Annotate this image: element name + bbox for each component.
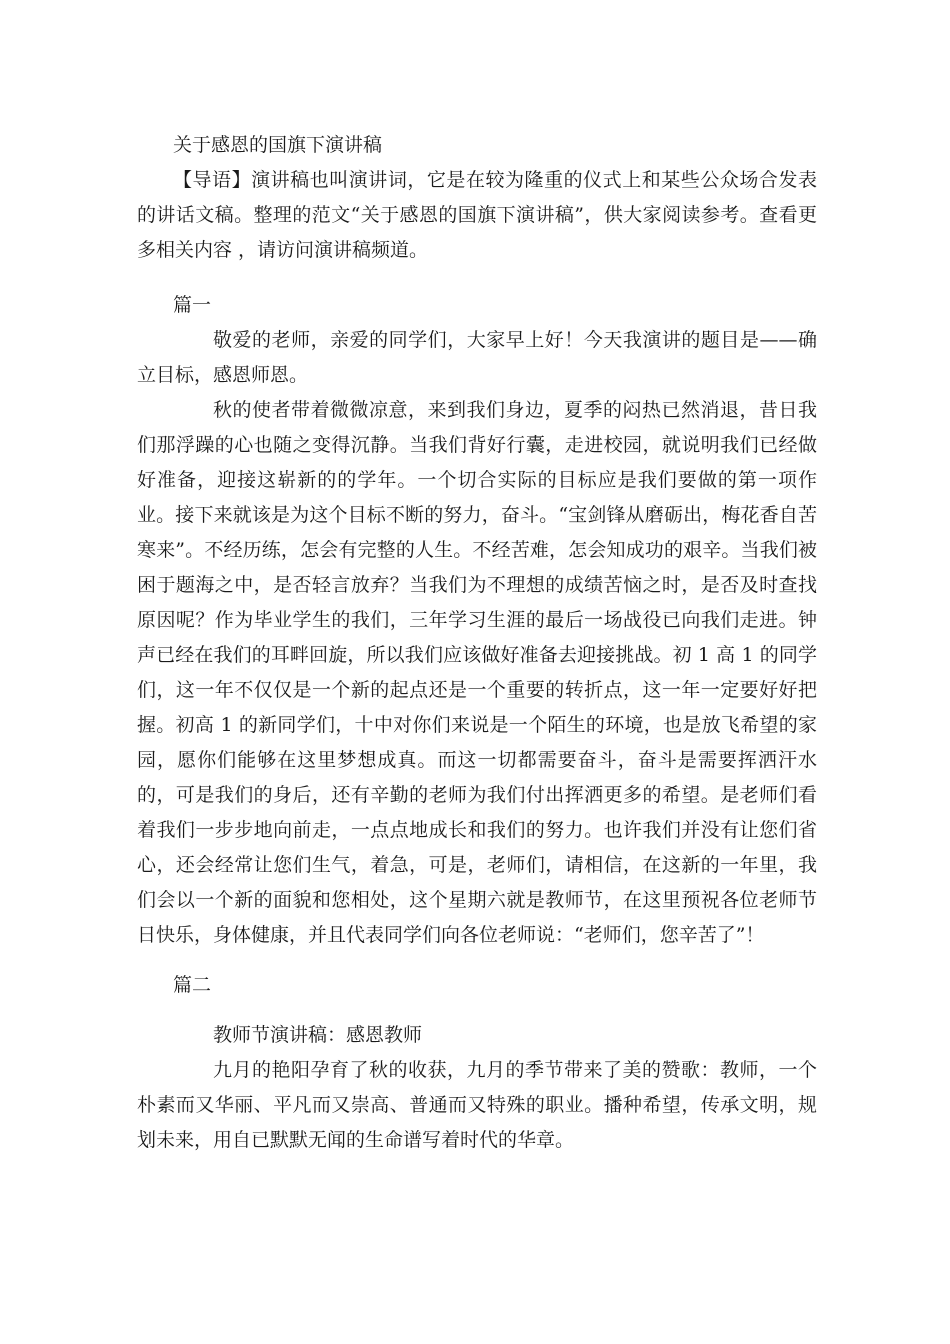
section2-subtitle: 教师节演讲稿：感恩教师 <box>213 1024 423 1046</box>
section-heading-1: 篇一 <box>173 294 212 316</box>
intro-paragraph: 【导语】演讲稿也叫演讲词，它是在较为隆重的仪式上和某些公众场合发表的讲话文稿。整理的范文“关于感恩的国旗下演讲稿”，供大家阅读参考。查看更多相关内容 ，请访问演讲稿频道。 <box>137 169 817 261</box>
document-title: 关于感恩的国旗下演讲稿 <box>173 134 383 156</box>
section2-paragraph-1: 九月的艳阳孕育了秋的收获，九月的季节带来了美的赞歌：教师，一个朴素而又华丽、平凡而又崇高、普通而又特殊的职业。播种希望，传承文明，规划未来，用自已默默无闻的生命谱写着时代的华章。 <box>137 1059 817 1151</box>
document-page <box>137 128 817 1158</box>
section1-paragraph-1: 敬爱的老师，亲爱的同学们，大家早上好！今天我演讲的题目是——确立目标，感恩师恩。 <box>137 329 817 386</box>
section-heading-2: 篇二 <box>173 974 212 996</box>
section1-paragraph-2: 秋的使者带着微微凉意，来到我们身边，夏季的闷热已然消退，昔日我们那浮躁的心也随之变得沉静。当我们背好行囊，走进校园，就说明我们已经做好准备，迎接这崭新的的学年。一个切合实际的目标应是我们要做的第一项作业。接下来就该是为这个目标不断的努力，奋斗。“宝剑锋从磨砺出，梅花香自苦寒来”。不经历练，怎会有完整的人生。不经苦难，怎会知成功的艰辛。当我们被困于题海之中，是否轻言放弃？当我们为不理想的成绩苦恼之时，是否及时查找原因呢？作为毕业学生的我们，三年学习生涯的最后一场战役已向我们走进。钟声已经在我们的耳畔回旋，所以我们应该做好准备去迎接挑战。初 1 高 1 的同学们，这一年不仅仅是一个新的起点还是一个重要的转折点，这一年一定要好好把握。初高 1 的新同学们，十中对你们来说是一个陌生的环境，也是放飞希望的家园，愿你们能够在这里梦想成真。而这一切都需要奋斗，奋斗是需要挥洒汗水的，可是我们的身后，还有辛勤的老师为我们付出挥洒更多的希望。是老师们看着我们一步步地向前走，一点点地成长和我们的努力。也许我们并没有让您们省心，还会经常让您们生气，着急，可是，老师们，请相信，在这新的一年里，我们会以一个新的面貌和您相处，这个星期六就是教师节，在这里预祝各位老师节日快乐，身体健康，并且代表同学们向各位老师说：“老师们，您辛苦了”！ <box>137 399 817 946</box>
